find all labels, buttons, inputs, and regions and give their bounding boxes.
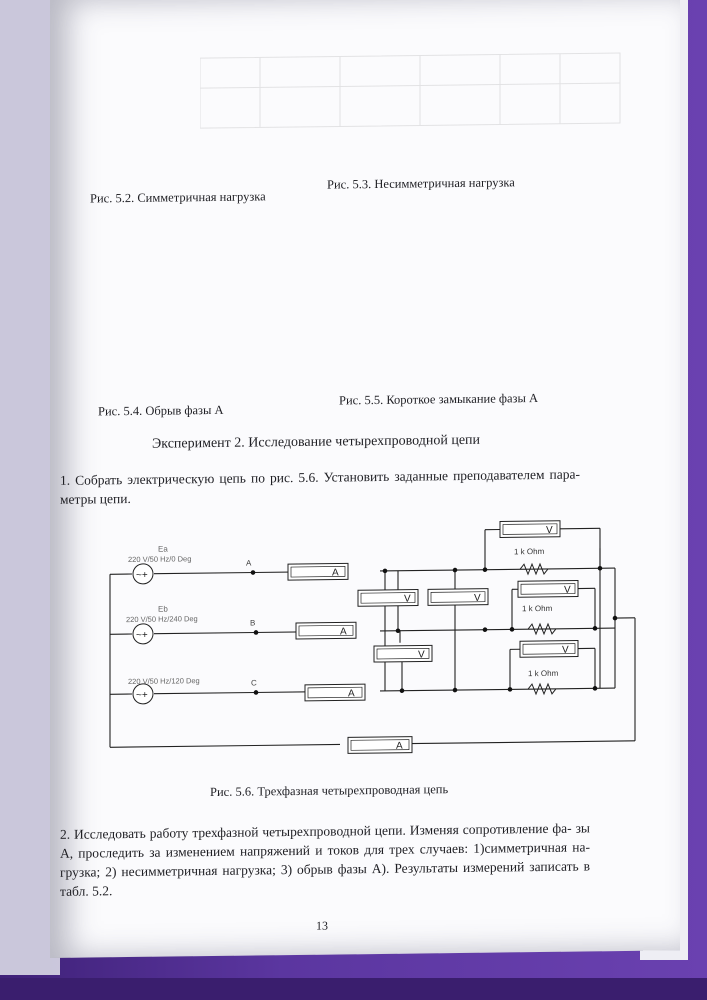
document-page xyxy=(50,0,680,958)
node-b-label: B xyxy=(250,618,256,628)
source-c-params: 220 V/50 Hz/120 Deg xyxy=(128,676,200,687)
experiment-heading: Эксперимент 2. Исследование четырехпроводной цепи xyxy=(152,432,481,452)
step-2-paragraph: 2. Исследовать работу трехфазной четырехпроводной цепи. Изменяя сопротивление фа- зы А, проследить за изменением напряжений и токов для трех случаев: 1)симметричная на- грузка; 2) несимметричная нагрузка; 3) обрыв фазы А). Результаты измерений записать в табл. 5.2. xyxy=(60,820,590,899)
source-b-name: Eb xyxy=(158,604,168,614)
source-c-icon xyxy=(133,684,153,704)
svg-text:~+: ~+ xyxy=(136,569,148,581)
node-a-label: A xyxy=(246,558,252,568)
svg-text:V: V xyxy=(418,649,425,661)
voltmeter-line-ab xyxy=(358,590,418,607)
voltmeter-top xyxy=(500,521,560,538)
resistor-a-label: 1 k Ohm xyxy=(514,546,545,557)
svg-text:V: V xyxy=(562,644,569,656)
voltmeter-low-right xyxy=(520,641,578,658)
caption-fig-5-6: Рис. 5.6. Трехфазная четырехпроводная цепь xyxy=(210,782,449,800)
svg-text:~+: ~+ xyxy=(136,689,148,701)
ammeter-phase-a xyxy=(288,563,348,580)
resistor-b-label: 1 k Ohm xyxy=(522,603,553,614)
svg-text:V: V xyxy=(404,593,411,605)
source-b-params: 220 V/50 Hz/240 Deg xyxy=(126,614,198,625)
svg-text:A: A xyxy=(340,626,347,638)
page-number: 13 xyxy=(316,918,328,933)
source-a-name: Ea xyxy=(158,544,168,554)
ammeter-phase-c xyxy=(305,684,365,701)
svg-text:~+: ~+ xyxy=(136,629,148,641)
ammeter-neutral xyxy=(348,737,412,754)
svg-text:V: V xyxy=(546,524,553,536)
voltmeter-line-bc xyxy=(374,645,432,662)
caption-fig-5-3: Рис. 5.3. Несимметричная нагрузка xyxy=(327,175,515,192)
caption-fig-5-5: Рис. 5.5. Короткое замыкание фазы А xyxy=(339,391,539,408)
voltmeter-mid-right xyxy=(518,581,578,598)
step-1-paragraph: 1. Собрать электрическую цепь по рис. 5.6. Установить заданные преподавателем пара- метры цепи. xyxy=(60,466,580,507)
source-b-icon xyxy=(133,624,153,644)
caption-fig-5-4: Рис. 5.4. Обрыв фазы А xyxy=(98,402,224,419)
circuit-diagram xyxy=(80,508,640,765)
resistor-c-label: 1 k Ohm xyxy=(528,668,559,679)
ammeter-phase-b xyxy=(296,622,356,639)
source-a-icon xyxy=(133,564,153,584)
bleed-through-table xyxy=(200,40,707,188)
voltmeter-line-ac xyxy=(428,589,488,606)
caption-fig-5-2: Рис. 5.2. Симметричная нагрузка xyxy=(90,189,266,206)
svg-text:A: A xyxy=(348,688,355,700)
bottom-purple-strip xyxy=(0,978,707,1000)
svg-text:V: V xyxy=(474,592,481,604)
svg-text:A: A xyxy=(396,740,403,752)
node-c-label: C xyxy=(251,678,257,688)
svg-text:A: A xyxy=(332,567,339,579)
svg-text:V: V xyxy=(564,584,571,596)
source-a-params: 220 V/50 Hz/0 Deg xyxy=(128,554,192,565)
